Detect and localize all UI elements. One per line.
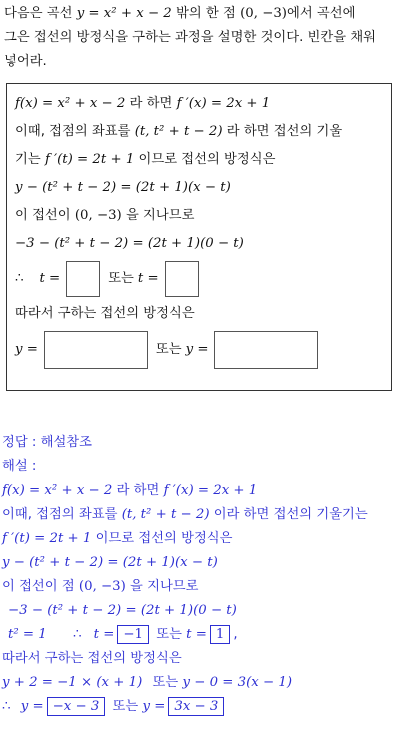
answer-box-eq1: −x − 3: [47, 697, 106, 716]
blank-t2[interactable]: [165, 261, 199, 297]
or-text: 또는: [112, 699, 139, 714]
work-text: 이 접선이: [15, 208, 71, 223]
work-line-8: 따라서 구하는 접선의 방정식은: [15, 306, 195, 321]
work-text: 을 지나므로: [125, 208, 195, 223]
slope-expression: f ′(t) = 2t + 1: [44, 152, 135, 167]
solution-line-2: [2, 503, 398, 527]
problem-line-1: [4, 2, 396, 26]
y-label: y =: [185, 342, 209, 357]
work-text: 이므로 접선의 방정식은: [138, 152, 276, 167]
tangent-eq-2: y − 0 = 3(x − 1): [182, 675, 293, 690]
solution-line-4: y − (t² + t − 2) = (2t + 1)(x − t): [2, 555, 218, 570]
work-line-9: [15, 328, 391, 372]
tangent-point: (t, t² + t − 2): [134, 124, 223, 139]
comma: ,: [233, 627, 238, 642]
blank-eq2[interactable]: [214, 331, 318, 369]
work-line-4: y − (t² + t − 2) = (2t + 1)(x − t): [15, 180, 231, 195]
t-squared-equation: t² = 1: [8, 627, 47, 642]
solution-text: 이므로 접선의 방정식은: [95, 531, 233, 546]
blank-eq1[interactable]: [44, 331, 148, 369]
work-text: 이때, 접점의 좌표를: [15, 124, 131, 139]
t-label: t =: [137, 271, 159, 286]
work-line-2: [15, 118, 391, 146]
work-line-3: [15, 146, 391, 174]
or-text: 또는: [152, 675, 179, 690]
function-def: f(x) = x² + x − 2: [15, 96, 126, 111]
y-label: y =: [142, 699, 166, 714]
therefore-symbol: ∴: [2, 699, 11, 714]
problem-line-2: 그은 접선의 방정식을 구하는 과정을 설명한 것이다. 빈칸을 채워: [4, 30, 377, 45]
y-label: y =: [20, 699, 44, 714]
solution-line-9: [2, 671, 398, 695]
solution-text: 이 접선이 점: [2, 579, 75, 594]
y-label: y =: [15, 342, 38, 357]
solution-line-3: [2, 527, 398, 551]
problem-text: 에서 곡선에: [286, 6, 356, 21]
external-point: (0, −3): [240, 6, 287, 21]
answer-box-t2: 1: [210, 625, 230, 644]
derivative: f ′(x) = 2x + 1: [163, 483, 258, 498]
solution-line-1: [2, 479, 398, 503]
tangent-point: (t, t² + t − 2): [121, 507, 210, 522]
therefore-symbol: ∴: [15, 271, 24, 286]
work-line-7: [15, 258, 391, 300]
answer-box-eq2: 3x − 3: [168, 697, 224, 716]
work-text: 기는: [15, 152, 41, 167]
problem-text: 다음은 곡선: [4, 6, 73, 21]
problem-line-3: 넣어라.: [4, 54, 47, 69]
problem-text: 밖의 한 점: [176, 6, 236, 21]
answer-box-t1: −1: [117, 625, 149, 644]
t-label: t =: [186, 627, 207, 642]
function-def: f(x) = x² + x − 2: [2, 483, 113, 498]
external-point: (0, −3): [78, 579, 126, 594]
blank-t1[interactable]: [66, 261, 100, 297]
work-box: [6, 83, 392, 391]
curve-equation: y = x² + x − 2: [76, 6, 172, 21]
tangent-eq-1: y + 2 = −1 × (x + 1): [2, 675, 143, 690]
solution-text: 이라 하면 접선의 기울기는: [213, 507, 368, 522]
work-text: 라 하면: [129, 96, 173, 111]
slope-expression: f ′(t) = 2t + 1: [2, 531, 92, 546]
t-label: t =: [93, 627, 115, 642]
solution-line-6: −3 − (t² + t − 2) = (2t + 1)(0 − t): [8, 603, 237, 618]
solution-text: 이때, 접점의 좌표를: [2, 507, 118, 522]
work-line-5: [15, 202, 391, 230]
or-text: 또는: [108, 271, 134, 286]
or-text: 또는: [156, 627, 182, 642]
solution-text: 을 지나므로: [130, 579, 199, 594]
answer-label: 정답 : 해설참조: [2, 435, 93, 450]
work-line-6: −3 − (t² + t − 2) = (2t + 1)(0 − t): [15, 236, 244, 251]
solution-line-5: [2, 575, 398, 599]
solution-section: [2, 431, 398, 719]
solution-line-10: [2, 695, 398, 719]
work-text: 라 하면 접선의 기울: [226, 124, 343, 139]
solution-text: 라 하면: [116, 483, 160, 498]
work-line-1: [15, 90, 391, 118]
or-text: 또는: [155, 342, 182, 357]
derivative: f ′(x) = 2x + 1: [176, 96, 271, 111]
t-label: t =: [39, 271, 61, 286]
therefore-symbol: ∴: [72, 627, 82, 642]
problem-statement: [4, 2, 396, 74]
solution-line-7: [2, 623, 398, 647]
external-point: (0, −3): [74, 208, 122, 223]
explanation-label: 해설 :: [2, 459, 37, 474]
solution-line-8: 따라서 구하는 접선의 방정식은: [2, 651, 182, 666]
